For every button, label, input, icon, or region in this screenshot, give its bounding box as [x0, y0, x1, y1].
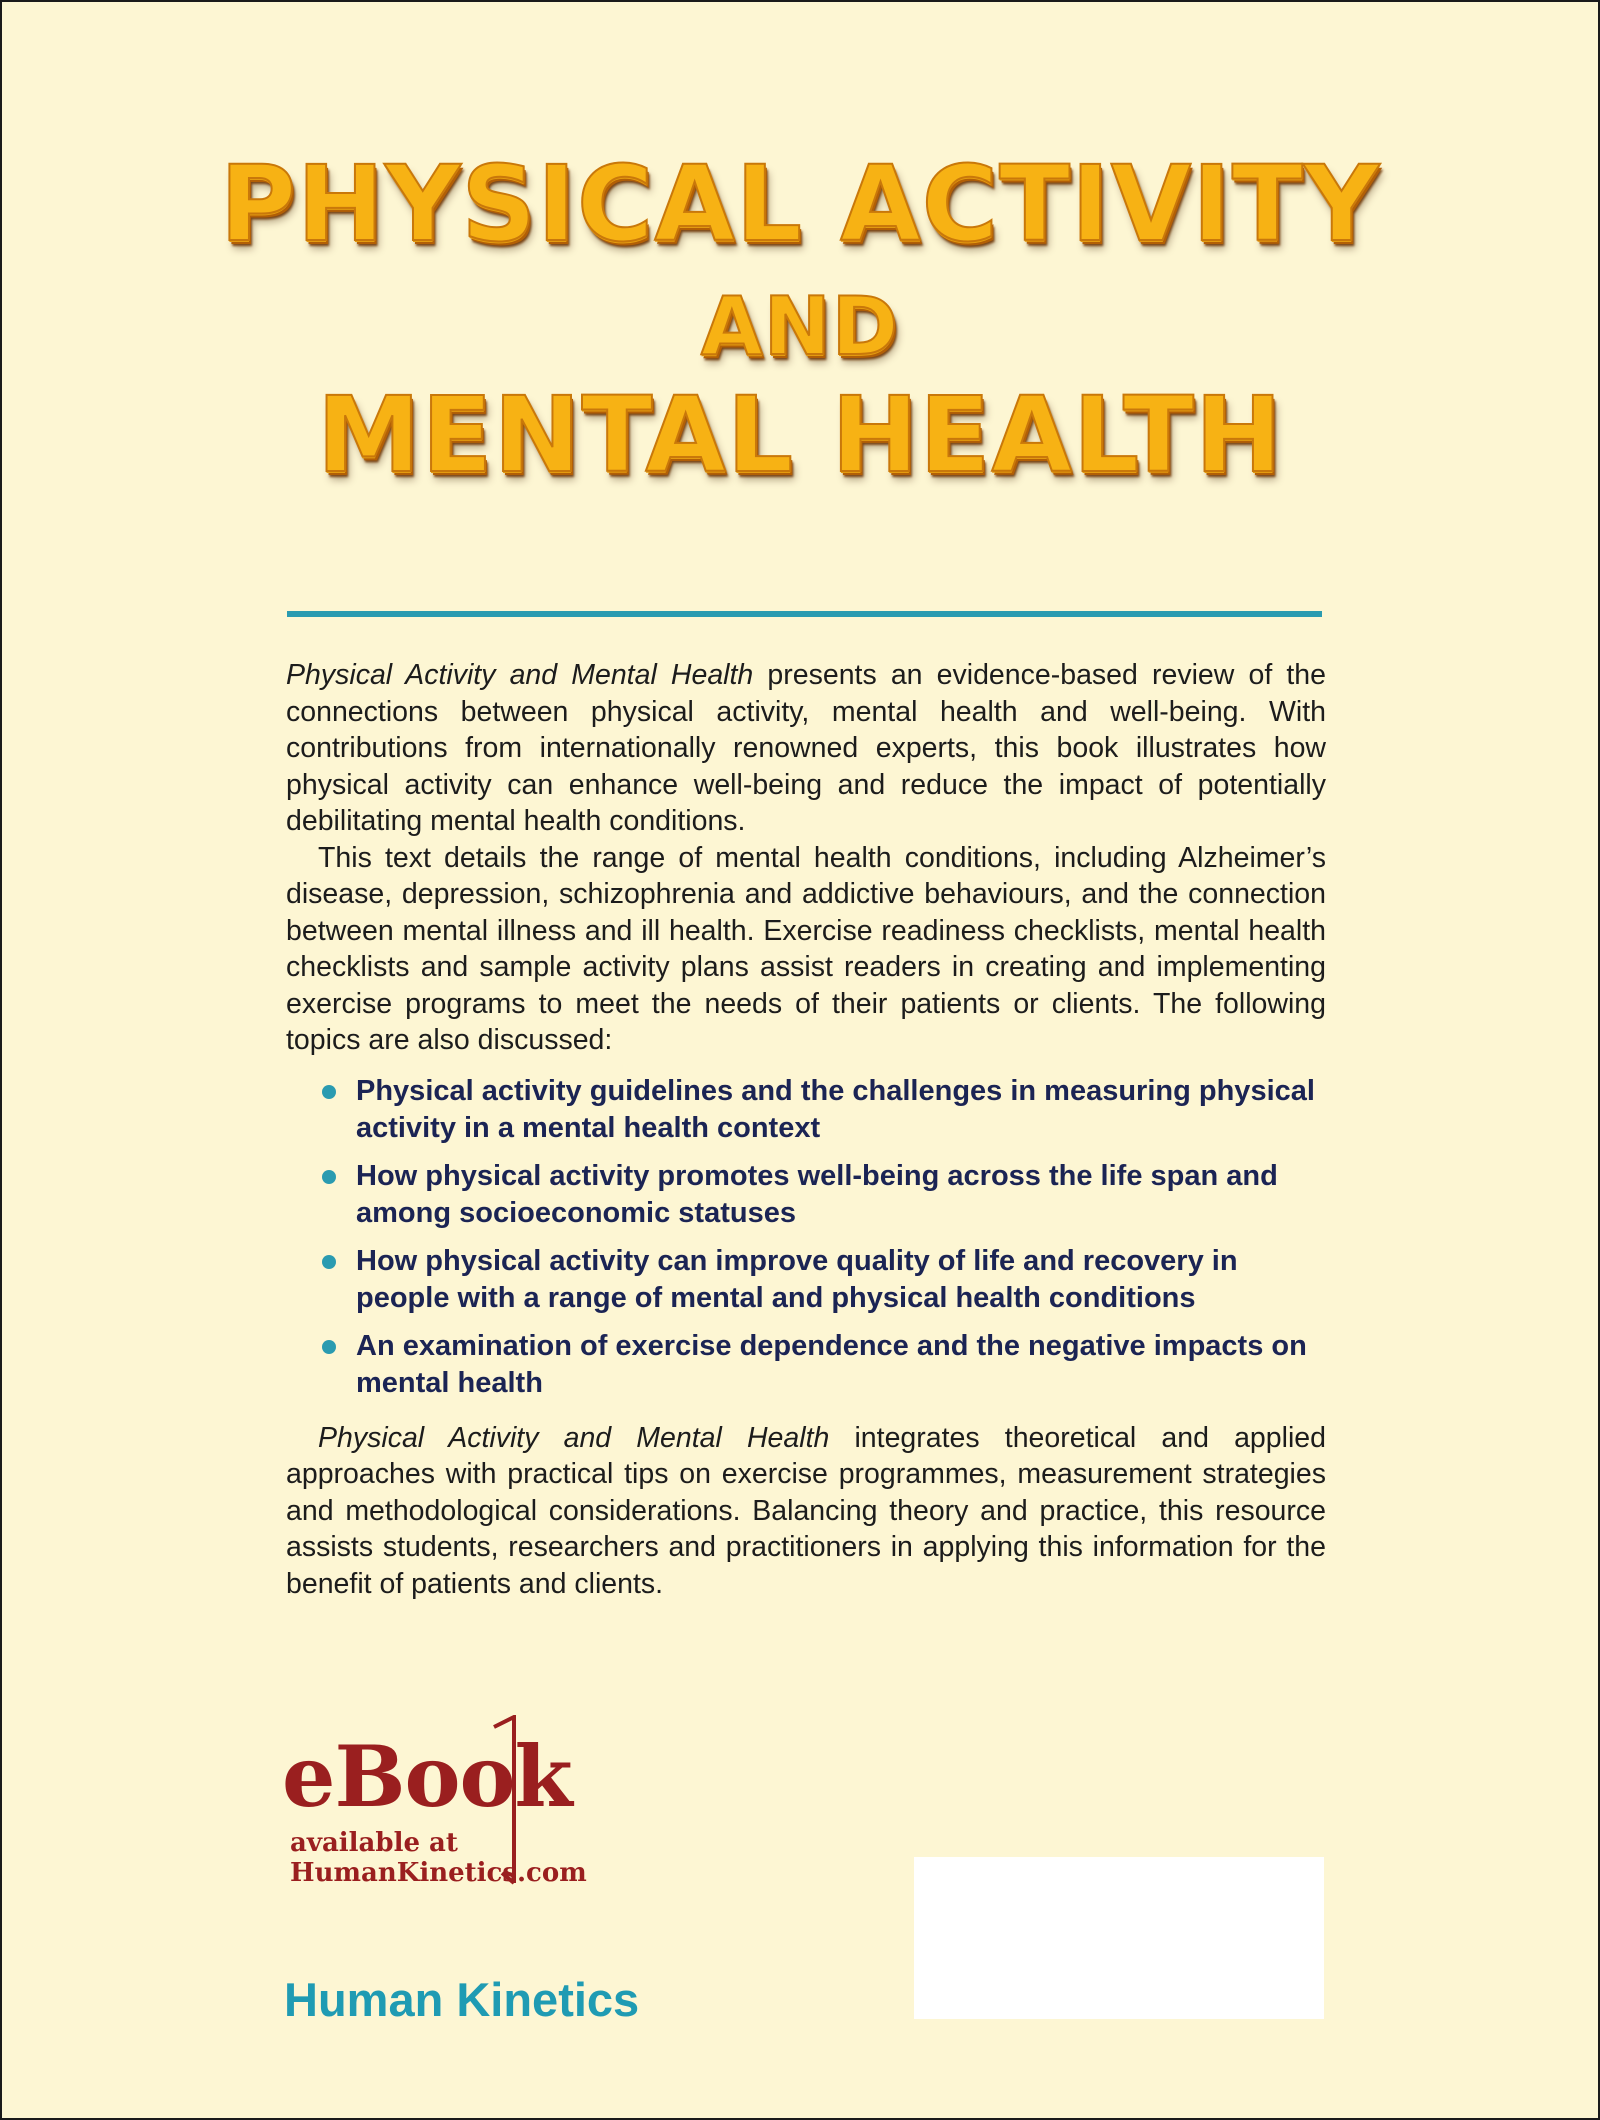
barcode-placeholder	[914, 1857, 1324, 2019]
title-line-2: AND	[700, 280, 900, 373]
publisher-name: Human Kinetics	[284, 1973, 640, 2026]
description-paragraph-1	[286, 657, 1326, 840]
book-title-italic: Physical Activity and Mental Health	[286, 659, 754, 691]
topic-list-item	[286, 1073, 1326, 1147]
ebook-website-link[interactable]: HumanKinetics.com	[290, 1858, 587, 1888]
paragraph-3-text: integrates theoretical and applied approaches with practical tips on exercise programmes, measurement strategies and methodological considerations. Balancing theory and practice, this resource assists students, researchers and practitioners in applying this information for the benefit of patients and clients.	[286, 1421, 1326, 1600]
bullet-dot-icon	[322, 1085, 336, 1099]
description-paragraph-3	[286, 1420, 1326, 1603]
bullet-dot-icon	[322, 1340, 336, 1354]
bullet-dot-icon	[322, 1170, 336, 1184]
divider-rule	[287, 611, 1322, 617]
description-paragraph-2: This text details the range of mental health conditions, including Alzheimer’s disease, depression, schizophrenia and addictive behaviours, and the connection between mental illness and ill health. Exercise readiness checklists, mental health checklists and sample activity plans assist readers in creating and implementing exercise programs to meet the needs of their patients or clients. The following topics are also discussed:	[286, 841, 1326, 1056]
title-line-1: PHYSICAL ACTIVITY	[219, 143, 1381, 265]
ebook-logo[interactable]	[282, 1727, 612, 1932]
topic-text: How physical activity promotes well-being across the life span and among socioeconomic statuses	[356, 1159, 1278, 1229]
book-title-italic: Physical Activity and Mental Health	[318, 1421, 830, 1454]
topic-list-item	[286, 1328, 1326, 1402]
topic-list-item	[286, 1243, 1326, 1317]
topic-text: An examination of exercise dependence and the negative impacts on mental health	[356, 1329, 1307, 1399]
ebook-wordmark: eBook	[282, 1727, 572, 1826]
paragraph-1-text: presents an evidence-based review of the connections between physical activity, mental health and well-being. With contributions from internationally renowned experts, this book illustrates how physical activity can enhance well-being and reduce the impact of potentially debilitating mental health conditions.	[286, 659, 1326, 837]
title-line-3: MENTAL HEALTH	[316, 374, 1283, 496]
topic-text: Physical activity guidelines and the challenges in measuring physical activity in a mental health context	[356, 1074, 1315, 1144]
bullet-dot-icon	[322, 1255, 336, 1269]
topic-list	[286, 1073, 1326, 1402]
description-text	[286, 657, 1326, 1602]
ebook-availability-text: available at	[290, 1828, 458, 1858]
topic-list-item	[286, 1158, 1326, 1232]
topic-text: How physical activity can improve quality of life and recovery in people with a range of mental and physical health conditions	[356, 1244, 1238, 1314]
